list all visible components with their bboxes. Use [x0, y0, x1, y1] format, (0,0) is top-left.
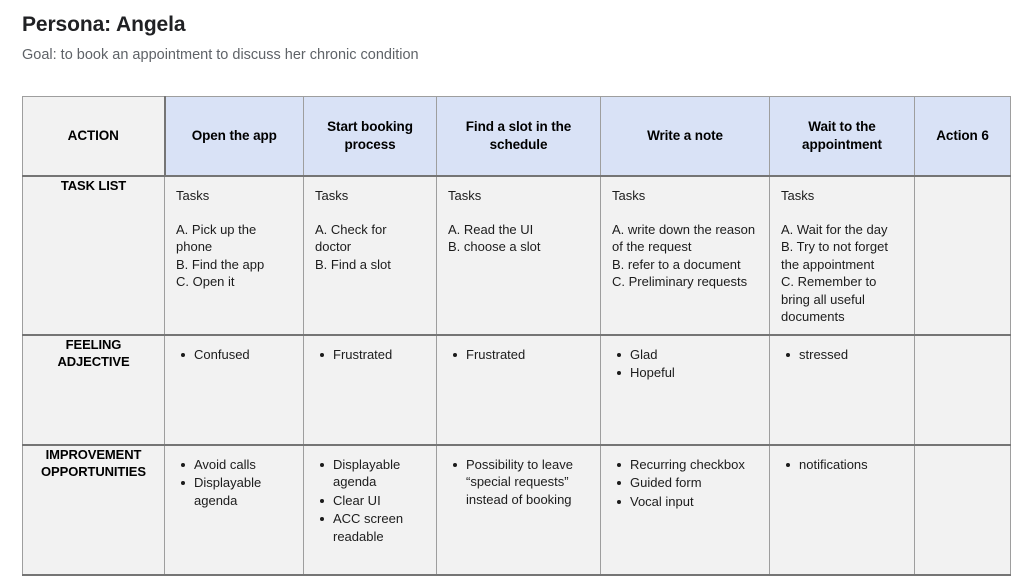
cell-content: [601, 336, 769, 391]
column-header-label: Action 6: [936, 128, 989, 143]
task-line: B. refer to a document: [612, 256, 741, 272]
list-item: Clear UI: [333, 492, 425, 510]
bullet-list: [781, 346, 903, 364]
column-header-cell-6: [915, 97, 1011, 177]
list-item: Recurring checkbox: [630, 456, 758, 474]
bullet-list: [448, 456, 589, 509]
page-title: Persona: Angela: [22, 13, 186, 36]
column-header-label: Wait to the appointment: [802, 119, 882, 152]
table-cell: [165, 335, 304, 445]
task-line: B. Find a slot: [315, 256, 391, 272]
table-header-row: [23, 97, 1011, 177]
bullet-list: [315, 456, 425, 546]
task-line: A. Wait for the day: [781, 221, 888, 237]
table-row: [23, 445, 1011, 575]
row-header-cell: [23, 176, 165, 335]
list-item: ACC screen readable: [333, 510, 425, 545]
cell-content: [770, 336, 914, 373]
task-line: A. Read the UI: [448, 221, 534, 237]
table-row: [23, 176, 1011, 335]
journey-map-table-wrapper: [22, 96, 1010, 576]
tasks-heading: Tasks: [315, 188, 349, 203]
cell-content: [165, 177, 303, 299]
column-header-label: Write a note: [647, 128, 723, 143]
tasks-heading: Tasks: [176, 188, 210, 203]
list-item: Possibility to leave “special requests” instead of booking: [466, 456, 589, 509]
table-row: [23, 335, 1011, 445]
action-column-label: ACTION: [67, 128, 119, 143]
cell-content: [304, 446, 436, 555]
bullet-list: [315, 346, 425, 364]
table-cell: [915, 445, 1011, 575]
table-cell: [165, 176, 304, 335]
table-cell: [437, 445, 601, 575]
task-line: B. Try to not forget the appointment: [781, 239, 888, 272]
list-item: Glad: [630, 346, 758, 364]
journey-map-table: [22, 96, 1011, 576]
task-line: B. Find the app: [176, 256, 265, 272]
task-line: B. choose a slot: [448, 239, 541, 254]
table-cell: [304, 335, 437, 445]
cell-content: [601, 446, 769, 520]
list-item: Displayable agenda: [194, 474, 292, 509]
row-header-cell: [23, 335, 165, 445]
cell-content: [915, 446, 1010, 464]
column-header-cell-1: [165, 97, 304, 177]
row-header-label: FEELING ADJECTIVE: [57, 336, 130, 369]
column-header-cell-5: [770, 97, 915, 177]
table-cell: [770, 445, 915, 575]
bullet-list: [176, 346, 292, 364]
table-cell: [915, 335, 1011, 445]
list-item: stressed: [799, 346, 903, 364]
task-line: A. Check for doctor: [315, 221, 387, 254]
row-header-cell: [23, 445, 165, 575]
tasks-heading: Tasks: [612, 188, 646, 203]
column-header-cell-2: [304, 97, 437, 177]
cell-content: [437, 446, 600, 518]
table-cell: [770, 335, 915, 445]
cell-content: [437, 177, 600, 264]
list-item: Avoid calls: [194, 456, 292, 474]
table-cell: [601, 176, 770, 335]
column-header-label: Start booking process: [327, 119, 413, 152]
table-cell: [601, 445, 770, 575]
header-stub-cell: [23, 97, 165, 177]
document-header: [0, 0, 1024, 66]
list-item: Vocal input: [630, 493, 758, 511]
row-header-label: IMPROVEMENT OPPORTUNITIES: [41, 446, 146, 479]
list-item: Hopeful: [630, 364, 758, 382]
task-line: C. Preliminary requests: [612, 274, 748, 289]
list-item: Guided form: [630, 474, 758, 492]
table-cell: [304, 445, 437, 575]
cell-content: [165, 446, 303, 519]
task-line: A. Pick up the phone: [176, 221, 257, 254]
column-header-cell-3: [437, 97, 601, 177]
cell-content: [304, 336, 436, 373]
list-item: Frustrated: [333, 346, 425, 364]
cell-content: [770, 177, 914, 334]
list-item: Confused: [194, 346, 292, 364]
table-cell: [437, 335, 601, 445]
table-cell: [601, 335, 770, 445]
cell-content: [601, 177, 769, 299]
bullet-list: [612, 346, 758, 382]
bullet-list: [612, 456, 758, 511]
table-cell: [304, 176, 437, 335]
bullet-list: [176, 456, 292, 510]
table-cell: [770, 176, 915, 335]
table-cell: [165, 445, 304, 575]
cell-content: [437, 336, 600, 373]
cell-content: [915, 177, 1010, 195]
page-subtitle: Goal: to book an appointment to discuss her chronic condition: [22, 47, 419, 63]
bullet-list: [781, 456, 903, 474]
task-line: C. Remember to bring all useful documents: [781, 274, 877, 324]
tasks-heading: Tasks: [448, 188, 482, 203]
cell-content: [165, 336, 303, 373]
list-item: Displayable agenda: [333, 456, 425, 491]
table-cell: [437, 176, 601, 335]
list-item: notifications: [799, 456, 903, 474]
cell-content: [304, 177, 436, 281]
task-line: A. write down the reason of the request: [612, 221, 756, 254]
row-header-label: TASK LIST: [60, 178, 127, 193]
table-cell: [915, 176, 1011, 335]
column-header-label: Open the app: [191, 128, 277, 143]
bullet-list: [448, 346, 589, 364]
column-header-label: Find a slot in the schedule: [465, 119, 572, 152]
cell-content: [915, 336, 1010, 354]
tasks-heading: Tasks: [781, 188, 815, 203]
column-header-cell-4: [601, 97, 770, 177]
list-item: Frustrated: [466, 346, 589, 364]
task-line: C. Open it: [176, 274, 235, 289]
cell-content: [770, 446, 914, 483]
